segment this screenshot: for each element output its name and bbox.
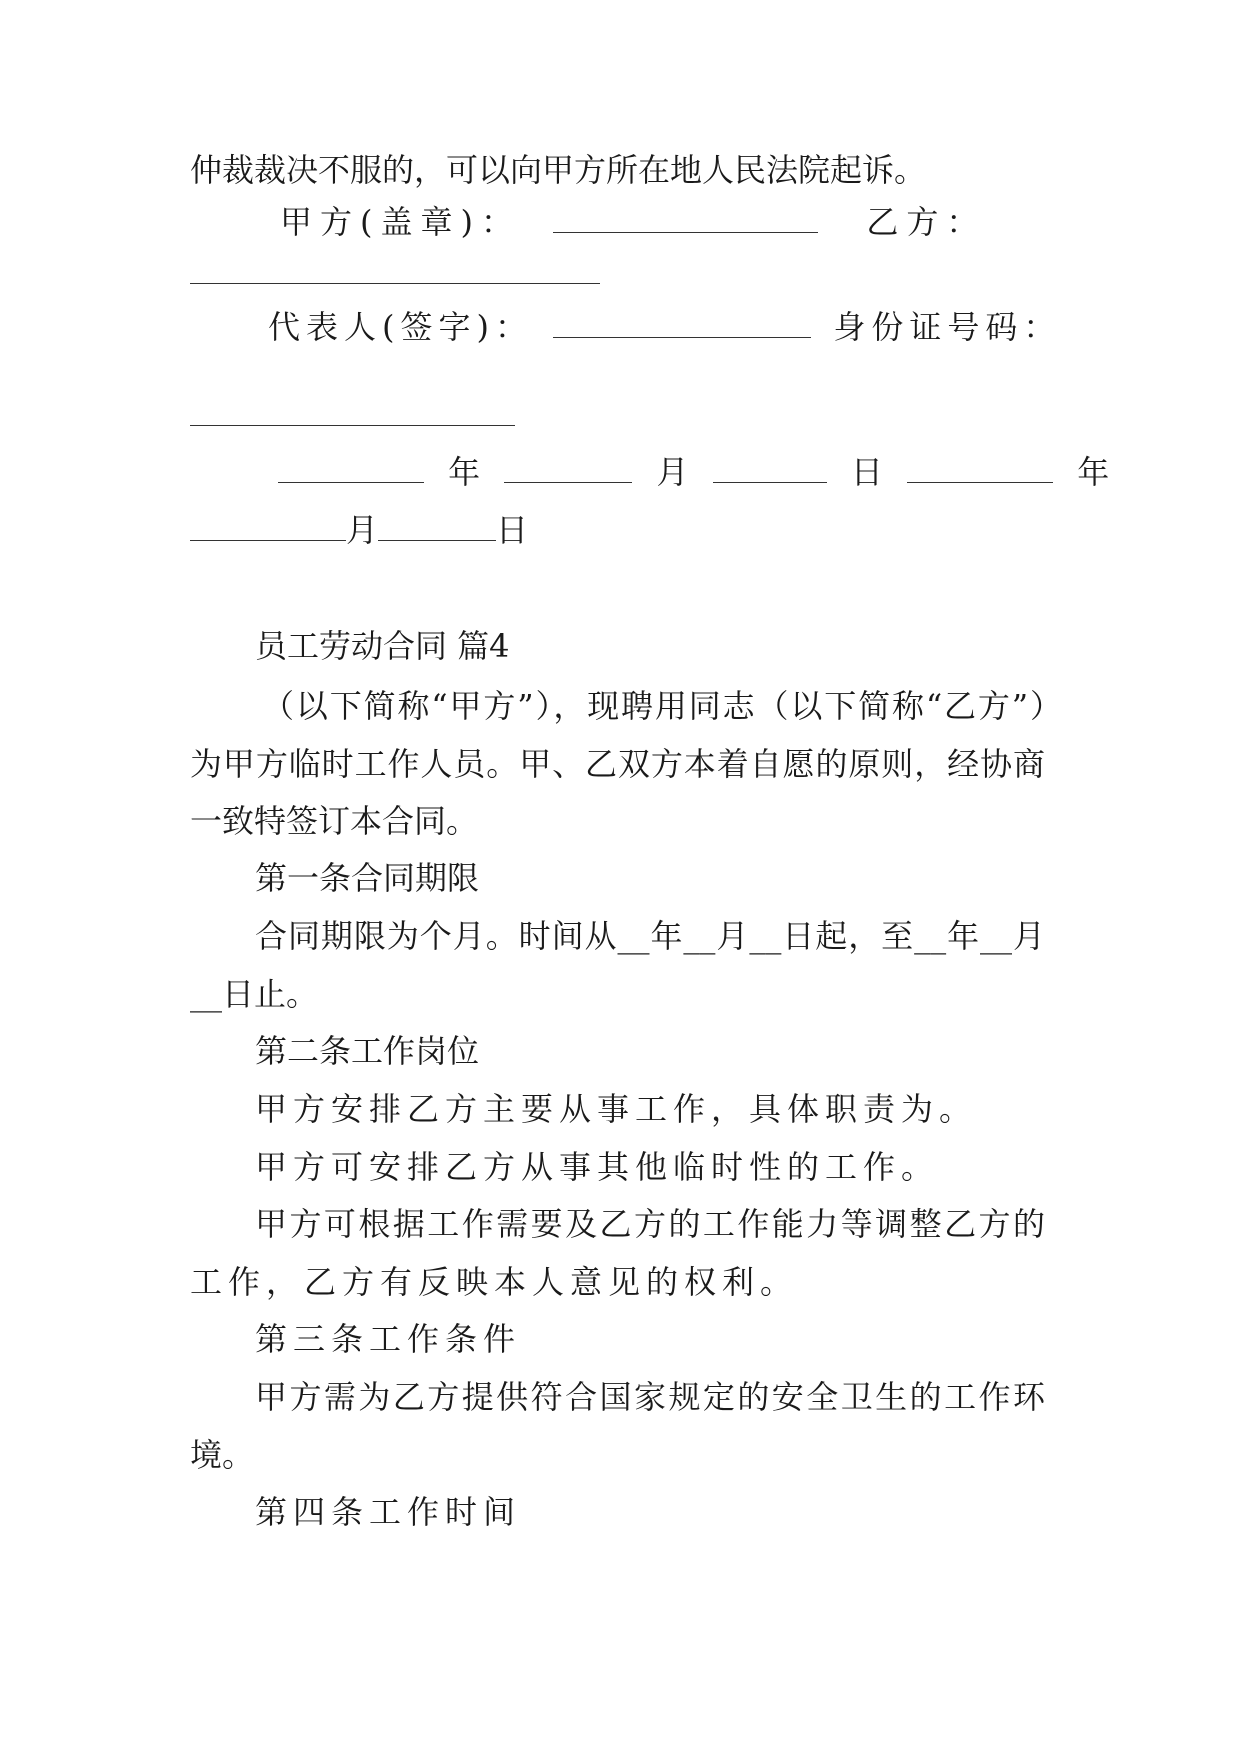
signature-line-rep — [268, 307, 1062, 347]
article-3-para-1-line-2: 境。 — [190, 1436, 255, 1474]
article-2-para-1: 甲方安排乙方主要从事工作，具体职责为。 — [255, 1090, 978, 1128]
date-day-blank-a — [713, 452, 827, 483]
id-number-label: 身份证号码： — [833, 308, 1062, 346]
party-a-label: 甲方(盖章)： — [280, 203, 521, 241]
intro-line-1: （以下简称“甲方”），现聘用同志（以下简称“乙方”） — [262, 687, 1062, 725]
intro-line-3: 一致特签订本合同。 — [190, 802, 479, 840]
article-4-title: 第四条工作时间 — [255, 1493, 522, 1531]
date-day-blank-b — [378, 510, 496, 541]
date-month-label-a: 月 — [656, 453, 689, 491]
article-1-line-1: 合同期限为个月。时间从__年__月__日起，至__年__月 — [255, 917, 1045, 955]
arbitration-line: 仲裁裁决不服的，可以向甲方所在地人民法院起诉。 — [190, 151, 927, 189]
section-title: 员工劳动合同 篇4 — [255, 627, 510, 665]
party-b-label: 乙方： — [866, 203, 987, 241]
article-2-para-3-line-1: 甲方可根据工作需要及乙方的工作能力等调整乙方的 — [255, 1205, 1045, 1243]
article-2-para-2: 甲方可安排乙方从事其他临时性的工作。 — [255, 1148, 940, 1186]
party-a-blank — [553, 202, 818, 233]
id-number-blank — [190, 425, 515, 426]
party-b-blank — [190, 283, 600, 284]
article-1-title: 第一条合同期限 — [255, 859, 480, 897]
article-2-title: 第二条工作岗位 — [255, 1032, 480, 1070]
date-day-label-b: 日 — [496, 511, 529, 549]
date-year-blank-b — [907, 452, 1053, 483]
signature-line-parties — [280, 202, 1052, 242]
date-year-blank-a — [278, 452, 424, 483]
representative-blank — [553, 307, 811, 338]
date-line — [278, 452, 1110, 492]
intro-line-2: 为甲方临时工作人员。甲、乙双方本着自愿的原则，经协商 — [190, 745, 1045, 783]
date-line-2 — [190, 510, 1052, 550]
article-3-para-1-line-1: 甲方需为乙方提供符合国家规定的安全卫生的工作环 — [255, 1378, 1045, 1416]
article-1-line-2: __日止。 — [190, 975, 319, 1013]
article-3-title: 第三条工作条件 — [255, 1320, 522, 1358]
article-2-para-3-line-2: 工作，乙方有反映本人意见的权利。 — [190, 1263, 799, 1301]
representative-label: 代表人(签字)： — [268, 308, 533, 346]
date-year-label-a: 年 — [448, 453, 481, 491]
date-month-blank-a — [504, 452, 632, 483]
date-month-label-b: 月 — [346, 511, 379, 549]
date-day-label-a: 日 — [850, 453, 883, 491]
date-month-blank-b — [190, 510, 346, 541]
date-year-label-b: 年 — [1077, 453, 1110, 491]
